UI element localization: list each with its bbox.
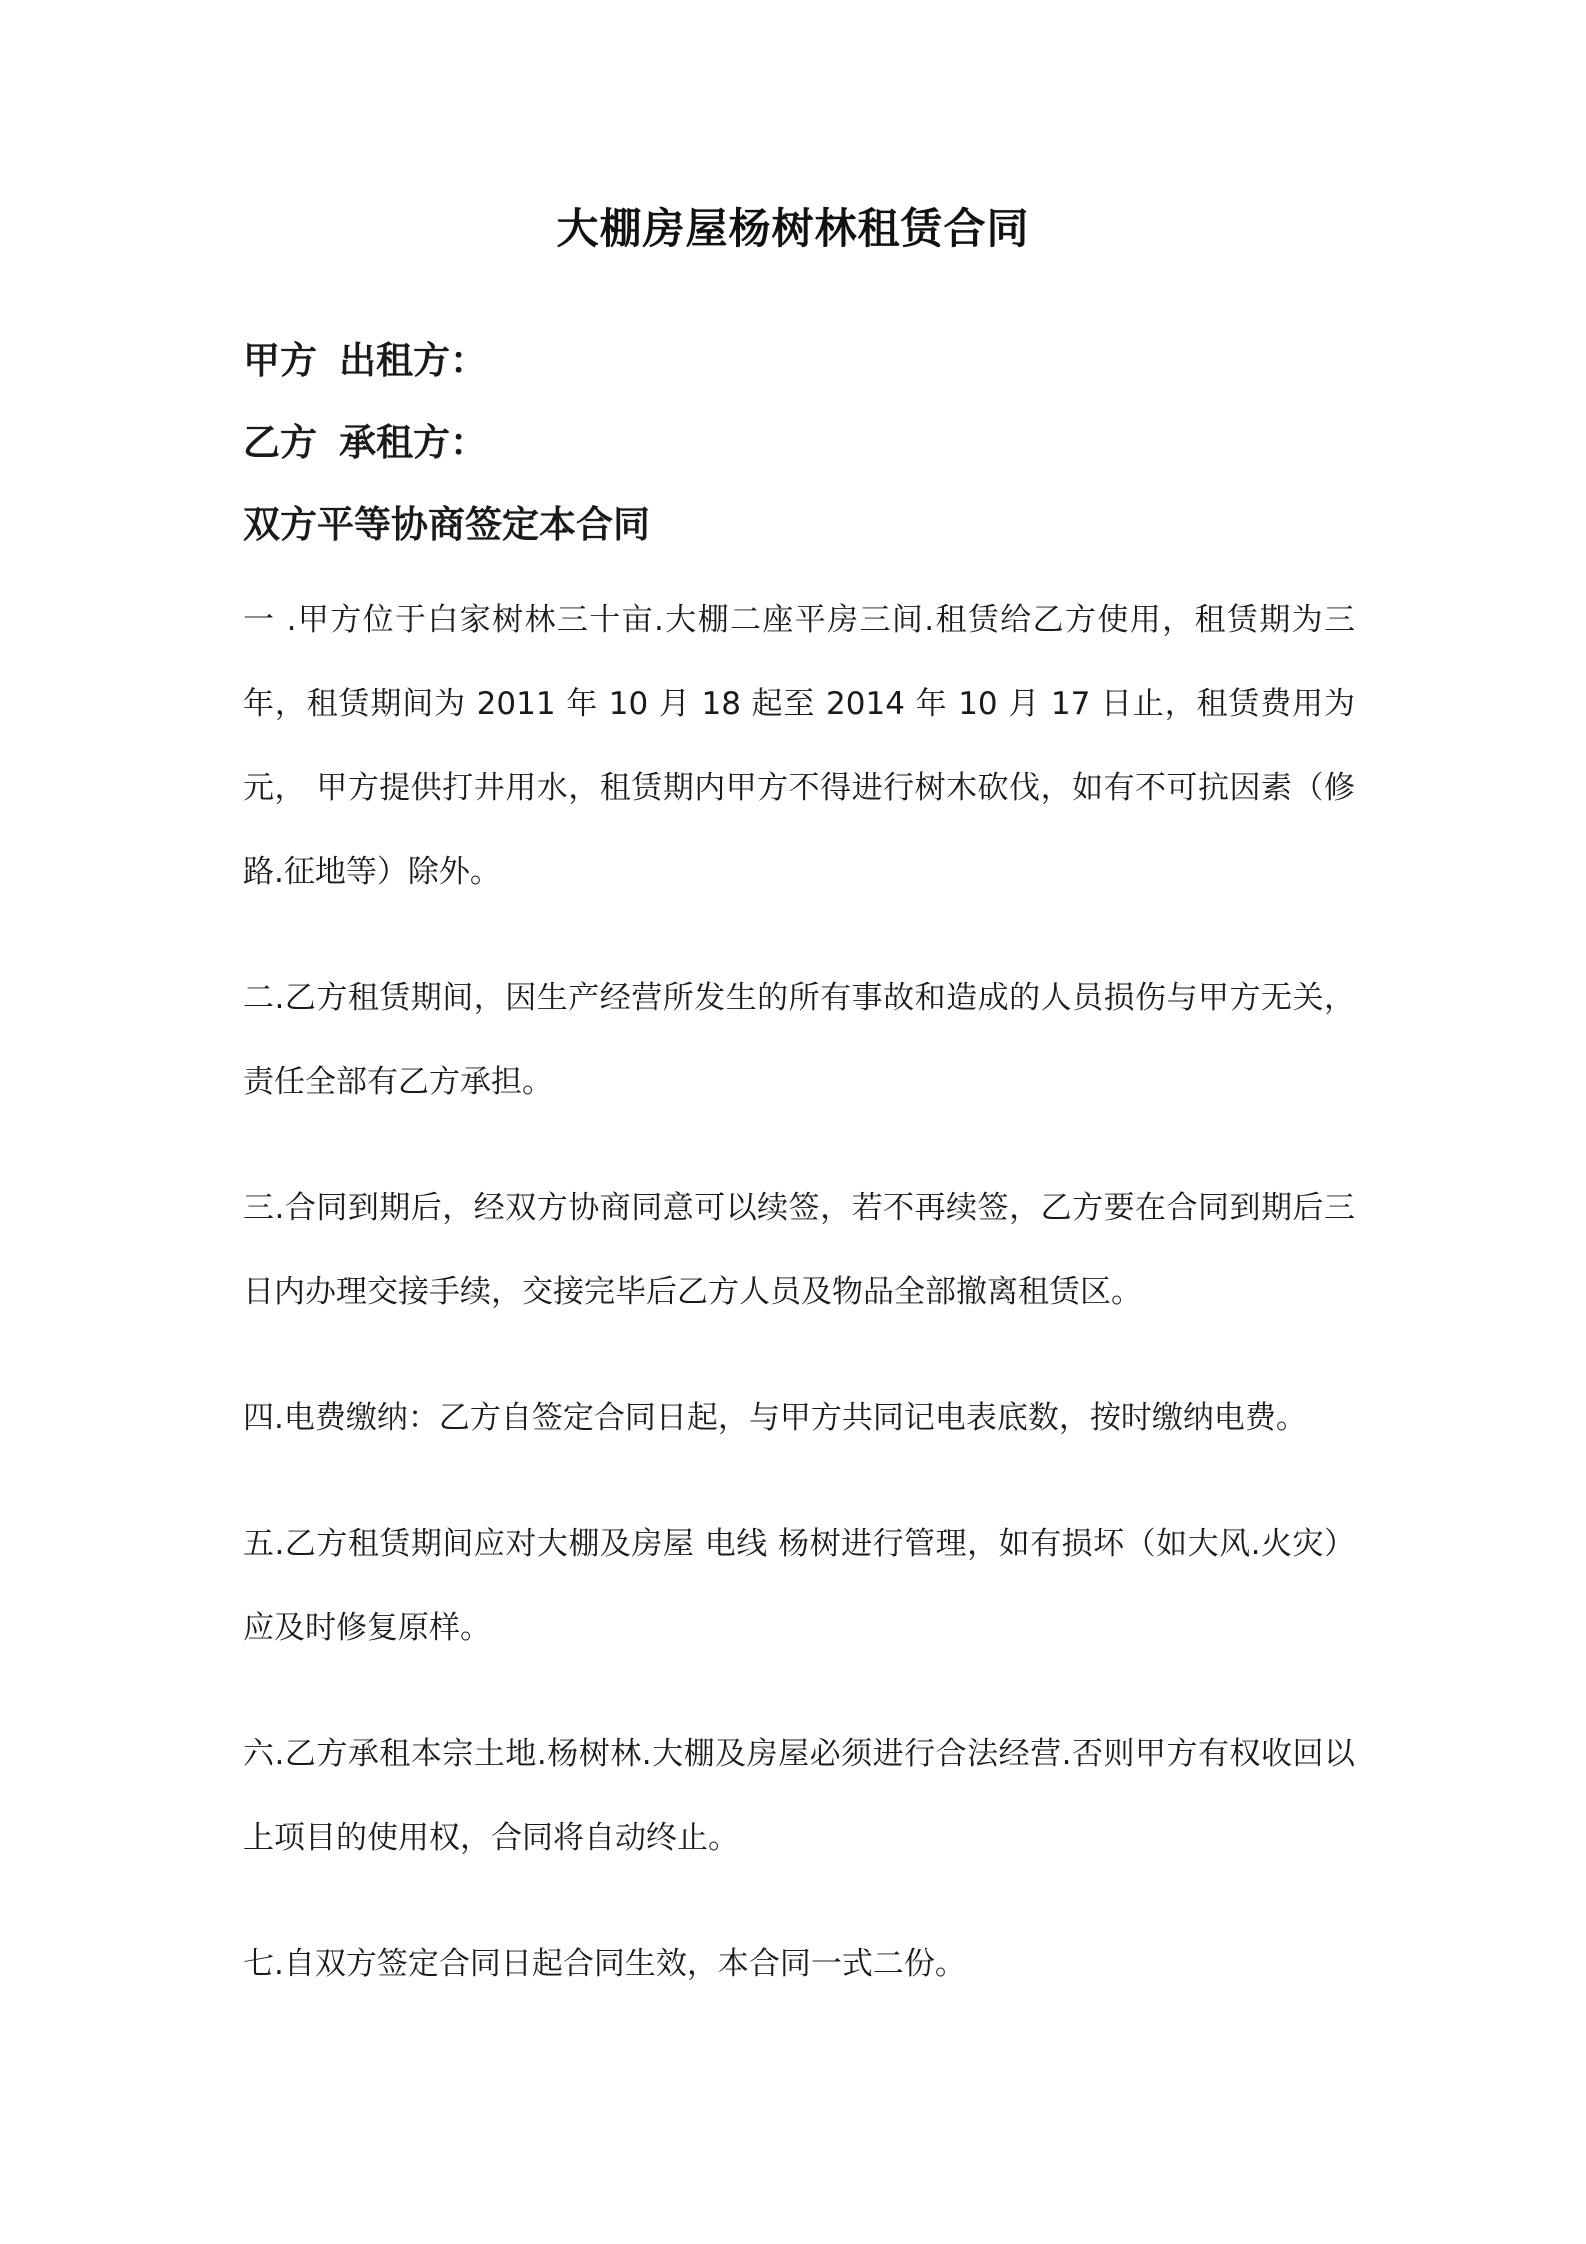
clause-6: 六.乙方承租本宗土地.杨树林.大棚及房屋必须进行合法经营.否则甲方有权收回以上项目的使用权，合同将自动终止。 [243,1736,1355,1856]
party-b-label: 乙方 [243,421,317,464]
party-a-line [243,330,487,384]
party-b-role: 承租方： [339,421,487,464]
clause-1: 一 .甲方位于白家树林三十亩.大棚二座平房三间.租赁给乙方使用，租赁期为三年，租赁期间为 2011 年 10 月 18 起至 2014 年 10 月 17 日止，租赁费用为 元， 甲方提供打井用水，租赁期内甲方不得进行树木砍伐，如有不可抗因素（修路.征地等）除外。 [243,602,1355,890]
clause-3: 三.合同到期后，经双方协商同意可以续签，若不再续签，乙方要在合同到期后三日内办理交接手续，交接完毕后乙方人员及物品全部撤离租赁区。 [243,1190,1355,1310]
contract-intro: 双方平等协商签定本合同 [243,503,650,546]
party-b-line [243,412,487,466]
clause-4: 四.电费缴纳：乙方自签定合同日起，与甲方共同记电表底数，按时缴纳电费。 [243,1400,1307,1436]
clause-2: 二.乙方租赁期间，因生产经营所发生的所有事故和造成的人员损伤与甲方无关，责任全部有乙方承担。 [243,980,1355,1100]
document-title: 大棚房屋杨树林租赁合同 [556,204,1030,253]
clause-5: 五.乙方租赁期间应对大棚及房屋 电线 杨树进行管理，如有损坏（如大风.火灾）应及时修复原样。 [243,1526,1355,1646]
party-a-label: 甲方 [243,339,317,382]
clause-7: 七.自双方签定合同日起合同生效，本合同一式二份。 [243,1946,966,1982]
party-a-role: 出租方： [339,339,487,382]
clause-list [243,578,1355,2006]
